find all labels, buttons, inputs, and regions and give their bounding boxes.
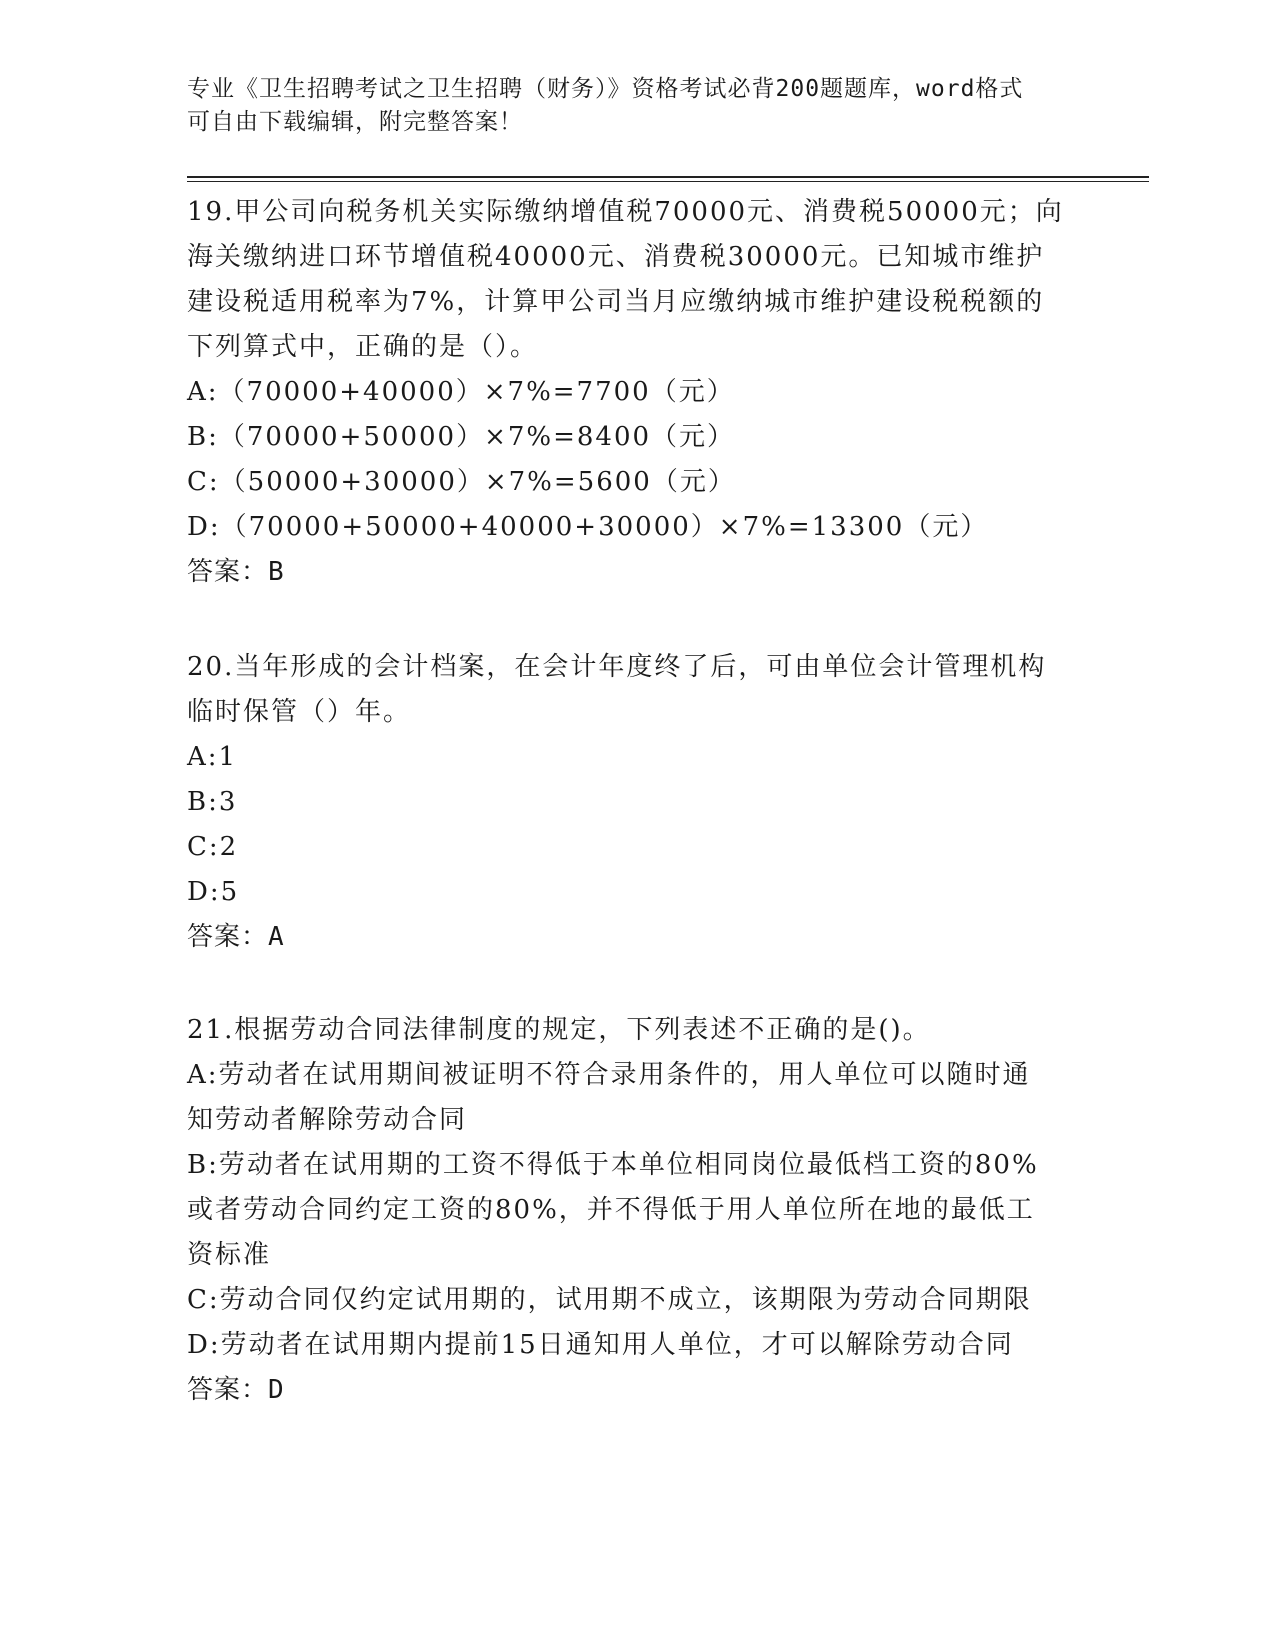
header-line-2: 可自由下载编辑，附完整答案！ [187, 109, 523, 135]
option-b: B:（70000+50000）×7%=8400（元） [187, 422, 736, 452]
option-a-line-2: 知劳动者解除劳动合同 [187, 1105, 468, 1135]
option-a-line-1: A:劳动者在试用期间被证明不符合录用条件的，用人单位可以随时通 [187, 1060, 1031, 1090]
option-d: D:5 [187, 877, 240, 907]
stem-line: 19.甲公司向税务机关实际缴纳增值税70000元、消费税50000元；向 [187, 197, 1064, 227]
option-b: B:3 [187, 787, 238, 817]
option-b-line-3: 资标准 [187, 1240, 272, 1270]
answer-label: 答案：D [187, 1375, 285, 1405]
option-d: D:劳动者在试用期内提前15日通知用人单位，才可以解除劳动合同 [187, 1330, 1014, 1360]
question-stem [187, 190, 1087, 370]
header-divider-thin [187, 181, 1149, 182]
stem-line: 建设税适用税率为7%，计算甲公司当月应缴纳城市维护建设税税额的 [187, 287, 1045, 317]
answer-label: 答案：A [187, 922, 285, 952]
option-a: A:1 [187, 742, 238, 772]
option-a: A:（70000+40000）×7%=7700（元） [187, 377, 735, 407]
answer-label: 答案：B [187, 557, 285, 587]
question-stem [187, 1008, 1087, 1053]
option-c: C:（50000+30000）×7%=5600（元） [187, 467, 736, 497]
question-19 [187, 190, 1087, 595]
stem-line: 21.根据劳动合同法律制度的规定，下列表述不正确的是()。 [187, 1015, 931, 1045]
stem-line: 临时保管（）年。 [187, 697, 412, 727]
stem-line: 下列算式中，正确的是（）。 [187, 332, 539, 362]
option-c: C:劳动合同仅约定试用期的，试用期不成立，该期限为劳动合同期限 [187, 1285, 1032, 1315]
document-header [187, 73, 1087, 139]
option-d: D:（70000+50000+40000+30000）×7%=13300（元） [187, 512, 989, 542]
option-b-line-2: 或者劳动合同约定工资的80%，并不得低于用人单位所在地的最低工 [187, 1195, 1035, 1225]
question-21 [187, 1008, 1087, 1413]
stem-line: 海关缴纳进口环节增值税40000元、消费税30000元。已知城市维护 [187, 242, 1045, 272]
question-20 [187, 645, 1087, 960]
option-c: C:2 [187, 832, 239, 862]
stem-line: 20.当年形成的会计档案，在会计年度终了后，可由单位会计管理机构 [187, 652, 1047, 682]
header-line-1: 专业《卫生招聘考试之卫生招聘（财务）》资格考试必背200题题库，word格式 [187, 76, 1024, 102]
header-divider-thick [187, 176, 1149, 178]
option-b-line-1: B:劳动者在试用期的工资不得低于本单位相同岗位最低档工资的80% [187, 1150, 1039, 1180]
question-stem [187, 645, 1087, 735]
